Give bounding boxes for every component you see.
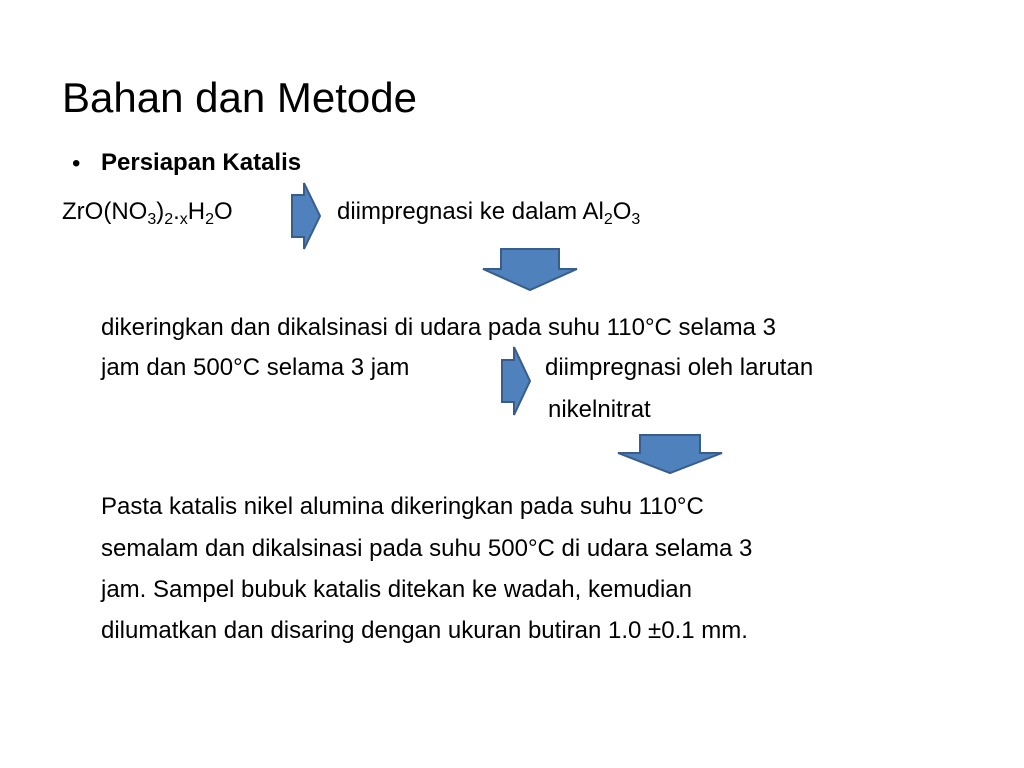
section-heading: Persiapan Katalis (101, 149, 302, 176)
bullet-icon: • (72, 150, 81, 177)
step-impregnation-nickel: diimpregnasi oleh larutan (545, 354, 814, 381)
step-drying-calcination-cont: jam dan 500°C selama 3 jam (101, 354, 410, 381)
step-drying-calcination: dikeringkan dan dikalsinasi di udara pada suhu 110°C selama 3 (101, 314, 776, 341)
right-arrow-icon (500, 345, 532, 417)
down-arrow-icon (616, 433, 724, 475)
step-final-line-1: Pasta katalis nikel alumina dikeringkan pada suhu 110°C (101, 493, 704, 520)
down-arrow-icon (481, 247, 579, 292)
step-final-line-4: dilumatkan dan disaring dengan ukuran butiran 1.0 ±0.1 mm. (101, 617, 748, 644)
chemical-formula: $ZrO(NO_3)_2._xH_2O$ (62, 198, 233, 228)
step-impregnation-alumina: diimpregnasi ke dalam $Al_2O_3$ (337, 198, 641, 228)
slide-title: Bahan dan Metode (62, 74, 417, 121)
step-impregnation-nickel-cont: nikelnitrat (548, 396, 651, 423)
step-final-line-2: semalam dan dikalsinasi pada suhu 500°C di udara selama 3 (101, 535, 753, 562)
right-arrow-icon (290, 181, 322, 251)
step-final-line-3: jam. Sampel bubuk katalis ditekan ke wadah, kemudian (101, 576, 692, 603)
